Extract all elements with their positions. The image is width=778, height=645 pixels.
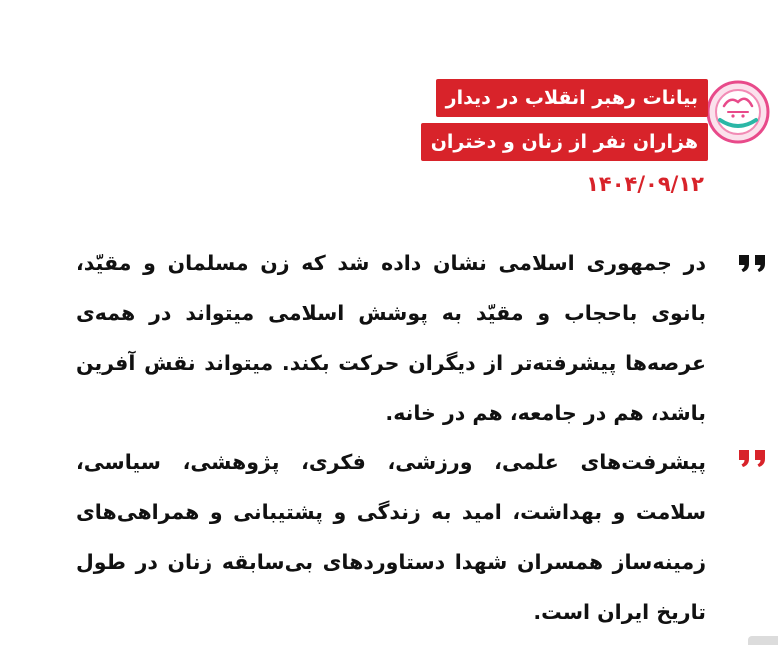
title-line-1: بیانات رهبر انقلاب در دیدار xyxy=(436,79,708,117)
quote-paragraph-2: پیشرفت‌های علمی، ورزشی، فکری، پژوهشی، سیاسی، سلامت و بهداشت، امید به زندگی و پشتیبانی و همراهی‌های زمینه‌ساز همسران شهدا دستاوردهای بی‌سابقه زنان در طول تاریخ ایران است. xyxy=(76,450,706,624)
corner-decoration xyxy=(748,636,778,645)
double-quote-icon xyxy=(737,448,769,468)
title-line-2: هزاران نفر از زنان و دختران xyxy=(421,123,708,161)
double-quote-icon xyxy=(737,253,769,273)
khamenei-ir-logo-icon xyxy=(706,80,770,144)
date: ۱۴۰۴/۰۹/۱۲ xyxy=(586,172,704,196)
quote-paragraph-1: در جمهوری اسلامی نشان داده شد که زن مسلمان و مقیّد، بانوی باحجاب و مقیّد به پوشش اسلامی میتواند در همه‌ی عرصه‌ها پیشرفته‌تر از دیگران حرکت بکند. میتواند نقش آفرین باشد، هم در جامعه، هم در خانه. xyxy=(76,251,706,425)
